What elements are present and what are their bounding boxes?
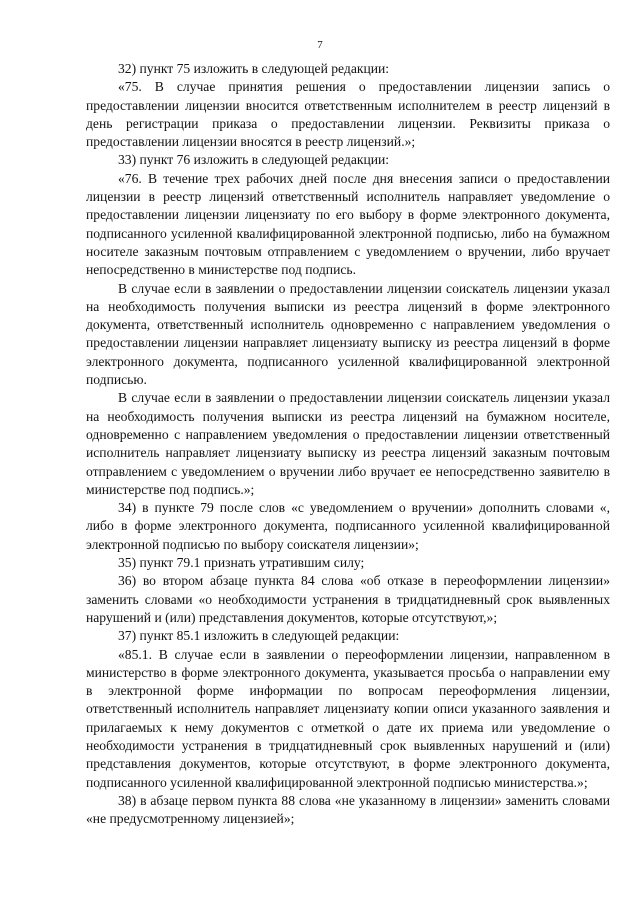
paragraph-item-38: 38) в абзаце первом пункта 88 слова «не указанному в лицензии» заменить словами «не предусмотренному лицензией»;: [86, 792, 610, 827]
paragraph-item-37: 37) пункт 85.1 изложить в следующей редакции:: [118, 628, 400, 644]
paragraph-clause-85-1: «85.1. В случае если в заявлении о переоформлении лицензии, направленном в министерство в форме электронного документа, указывается просьба о направлении ему в электронной форме информации по вопросам переоформления лицензии, ответственный исполнитель направляет лицензиату копии описи указанного заявления и прилагаемых к нему документов с отметкой о дате их приема или уведомление о необходимости устранения в тридцатидневный срок выявленных нарушений и (или) представления документов, которые отсутствуют, в форме электронного документа, подписанного усиленной квалифицированной электронной подписью министерства.»;: [86, 646, 610, 790]
paragraph-item-32: 32) пункт 75 изложить в следующей редакции:: [118, 61, 390, 76]
paragraph-paper-extract: В случае если в заявлении о предоставлении лицензии соискатель лицензии указал на необходимость получения выписки из реестра лицензий на бумажном носителе, одновременно с направлением уведомления о предоставлении лицензии ответственный исполнитель направляет лицензиату выписку из реестра лицензий заказным почтовым отправлением с уведомлением о вручении либо вручает ее непосредственно заявителю в министерстве под подпись.»;: [86, 390, 610, 497]
paragraph-item-35: 35) пункт 79.1 признать утратившим силу;: [118, 555, 365, 571]
paragraph-clause-75: «75. В случае принятия решения о предоставлении лицензии запись о предоставлении лицензии вносится ответственным исполнителем в реестр лицензий в день регистрации приказа о предоставлении лицензии. Реквизиты приказа о предоставлении лицензии вносятся в реестр лицензий.»;: [86, 79, 610, 150]
page-number: 7: [317, 39, 323, 51]
paragraph-item-36: 36) во втором абзаце пункта 84 слова «об отказе в переоформлении лицензии» заменить словами «о необходимости устранения в тридцатидневный срок выявленных нарушений и (или) представления документов, которые отсутствуют,»;: [86, 573, 610, 625]
paragraph-item-33: 33) пункт 76 изложить в следующей редакции:: [118, 152, 390, 168]
paragraph-item-34: 34) в пункте 79 после слов «с уведомлением о вручении» дополнить словами «, либо в форме электронного документа, подписанного усиленной квалифицированной электронной подписью по выбору соискателя лицензии»;: [86, 500, 610, 552]
paragraph-electronic-extract: В случае если в заявлении о предоставлении лицензии соискатель лицензии указал на необходимость получения выписки из реестра лицензий в форме электронного документа, ответственный исполнитель одновременно с направлением уведомления о предоставлении лицензии направляет лицензиату выписку из реестра лицензий в форме электронного документа, подписанного усиленной квалифицированной электронной подписью.: [86, 280, 610, 388]
document-body: [86, 60, 610, 828]
paragraph-clause-76: «76. В течение трех рабочих дней после дня внесения записи о предоставлении лицензии в реестр лицензий ответственный исполнитель направляет уведомление о предоставлении лицензии лицензиату по его выбору в форме электронного документа, подписанного усиленной квалифицированной электронной подписью, либо на бумажном носителе заказным почтовым отправлением с уведомлением о вручении, либо вручает непосредственно в министерстве под подпись.: [86, 170, 610, 278]
